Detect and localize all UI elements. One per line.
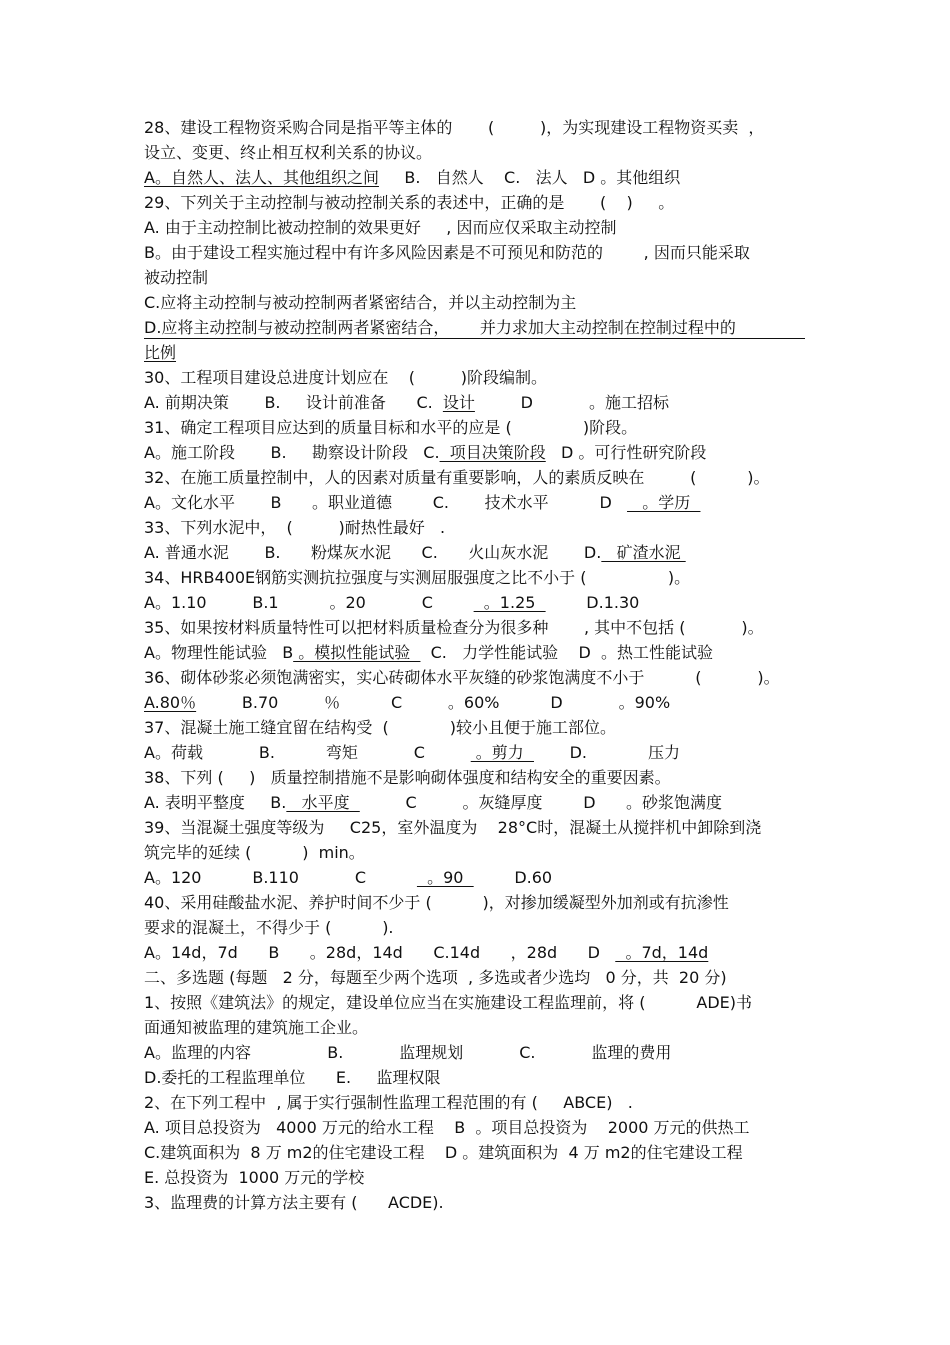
- q28-stem-line2: 设立、变更、终止相互权利关系的协议。: [144, 143, 433, 162]
- q32-answer-d: 。学历: [627, 493, 701, 512]
- q34-options: A。1.10 B.1 。20 C 。1.25 D.1.30: [144, 593, 640, 612]
- q31-stem: 31、确定工程项目应达到的质量目标和水平的应是 ( )阶段。: [144, 418, 638, 437]
- q28-answer-a: A。自然人、法人、其他组织之间: [144, 168, 379, 187]
- q37-answer-c: 。剪力: [470, 743, 534, 762]
- q34-answer-c: 。1.25: [473, 593, 546, 612]
- q29-answer-d: 比例: [144, 343, 177, 362]
- mc3-stem: 3、监理费的计算方法主要有 ( ACDE).: [144, 1193, 444, 1212]
- q40-answer-d: 。7d，14d: [615, 943, 709, 962]
- q38-stem: 38、下列 ( ) 质量控制措施不是影响砌体强度和结构安全的重要因素。: [144, 768, 671, 787]
- mc2-stem: 2、在下列工程中 , 属于实行强制性监理工程范围的有 ( ABCE) .: [144, 1093, 633, 1112]
- q29-stem: 29、下列关于主动控制与被动控制关系的表述中，正确的是 ( ) 。: [144, 193, 675, 212]
- mc1-stem-line2: 面通知被监理的建筑施工企业。: [144, 1018, 369, 1037]
- q30-answer-c: 设计: [442, 393, 475, 412]
- q40-options: A。14d，7d B 。28d，14d C.14d ，28d D 。7d，14d: [144, 943, 709, 962]
- section-multiple-choice-heading: 二、多选题 (每题 2 分，每题至少两个选项 , 多选或者少选均 0 分，共 20 分): [144, 968, 727, 987]
- q32-stem: 32、在施工质量控制中，人的因素对质量有重要影响，人的素质反映在 ( )。: [144, 468, 770, 487]
- q30-options: A. 前期决策 B. 设计前准备 C. 设计 D 。施工招标: [144, 393, 669, 412]
- q33-stem: 33、下列水泥中， ( )耐热性最好 .: [144, 518, 446, 537]
- q39-options: A。120 B.110 C 。90 D.60: [144, 868, 553, 887]
- mc2-options-line3: E. 总投资为 1000 万元的学校: [144, 1168, 365, 1187]
- q39-stem-line2: 筑完毕的延续 ( ) min。: [144, 843, 365, 862]
- q38-answer-b: 水平度: [286, 793, 360, 812]
- q29-option-c: C.应将主动控制与被动控制两者紧密结合，并以主动控制为主: [144, 293, 577, 312]
- q39-stem-line1: 39、当混凝土强度等级为 C25，室外温度为 28°C时，混凝土从搅拌机中卸除到浇: [144, 818, 762, 837]
- q32-options: A。文化水平 B 。职业道德 C. 技术水平 D 。学历: [144, 493, 701, 512]
- q29-option-d-line1: D.应将主动控制与被动控制两者紧密结合， 并力求加大主动控制在控制过程中的: [144, 318, 736, 337]
- q28-stem-line1: 28、建设工程物资采购合同是指平等主体的 ( )，为实现建设工程物资买卖 ，: [144, 118, 765, 137]
- q38-options: A. 表明平整度 B. 水平度 C 。灰缝厚度 D 。砂浆饱满度: [144, 793, 723, 812]
- q37-options: A。荷载 B. 弯矩 C 。剪力 D. 压力: [144, 743, 681, 762]
- q29-option-a: A. 由于主动控制比被动控制的效果更好 , 因而应仅采取主动控制: [144, 218, 617, 237]
- q29-option-b-line2: 被动控制: [144, 268, 209, 287]
- q34-stem: 34、HRB400E钢筋实测抗拉强度与实测屈服强度之比不小于 ( )。: [144, 568, 691, 587]
- q35-options: A。物理性能试验 B 。模拟性能试验 C. 力学性能试验 D 。热工性能试验: [144, 643, 713, 662]
- q31-options: A。施工阶段 B. 勘察设计阶段 C. 项目决策阶段 D 。可行性研究阶段: [144, 443, 707, 462]
- mc2-options-line2: C.建筑面积为 8 万 m2的住宅建设工程 D 。建筑面积为 4 万 m2的住宅建设工程: [144, 1143, 743, 1162]
- q35-stem: 35、如果按材料质量特性可以把材料质量检查分为很多种 , 其中不包括 ( )。: [144, 618, 764, 637]
- mc2-options-line1: A. 项目总投资为 4000 万元的给水工程 B 。项目总投资为 2000 万元的供热工: [144, 1118, 750, 1137]
- q33-options: A. 普通水泥 B. 粉煤灰水泥 C. 火山灰水泥 D. 矿渣水泥: [144, 543, 686, 562]
- q31-answer-c: 项目决策阶段: [439, 443, 546, 462]
- q39-answer-c: 。90: [416, 868, 474, 887]
- mc1-stem-line1: 1、按照《建筑法》的规定，建设单位应当在实施建设工程监理前，将 ( ADE)书: [144, 993, 752, 1012]
- q37-stem: 37、混凝土施工缝宜留在结构受 ( )较小且便于施工部位。: [144, 718, 617, 737]
- q35-answer-b: 。模拟性能试验: [293, 643, 421, 662]
- q28-options: A。自然人、法人、其他组织之间 B. 自然人 C. 法人 D 。其他组织: [144, 168, 681, 187]
- q29-option-d-line2: [144, 343, 176, 363]
- q30-stem: 30、工程项目建设总进度计划应在 ( )阶段编制。: [144, 368, 547, 387]
- mc1-options-line2: D.委托的工程监理单位 E. 监理权限: [144, 1068, 441, 1087]
- q29-option-b-line1: B。由于建设工程实施过程中有许多风险因素是不可预见和防范的 , 因而只能采取: [144, 243, 750, 262]
- mc1-options-line1: A。监理的内容 B. 监理规划 C. 监理的费用: [144, 1043, 672, 1062]
- q36-stem: 36、砌体砂浆必须饱满密实，实心砖砌体水平灰缝的砂浆饱满度不小于 ( )。: [144, 668, 780, 687]
- q33-answer-d: 矿渣水泥: [601, 543, 686, 562]
- q36-answer-a: A.80％: [144, 693, 197, 712]
- q29-answer-underline: [144, 338, 805, 339]
- q36-options: A.80％ B.70 ％ C 。60% D 。90%: [144, 693, 671, 712]
- q40-stem-line2: 要求的混凝土，不得少于 ( ).: [144, 918, 394, 937]
- q40-stem-line1: 40、采用硅酸盐水泥、养护时间不少于 ( )，对掺加缓凝型外加剂或有抗渗性: [144, 893, 729, 912]
